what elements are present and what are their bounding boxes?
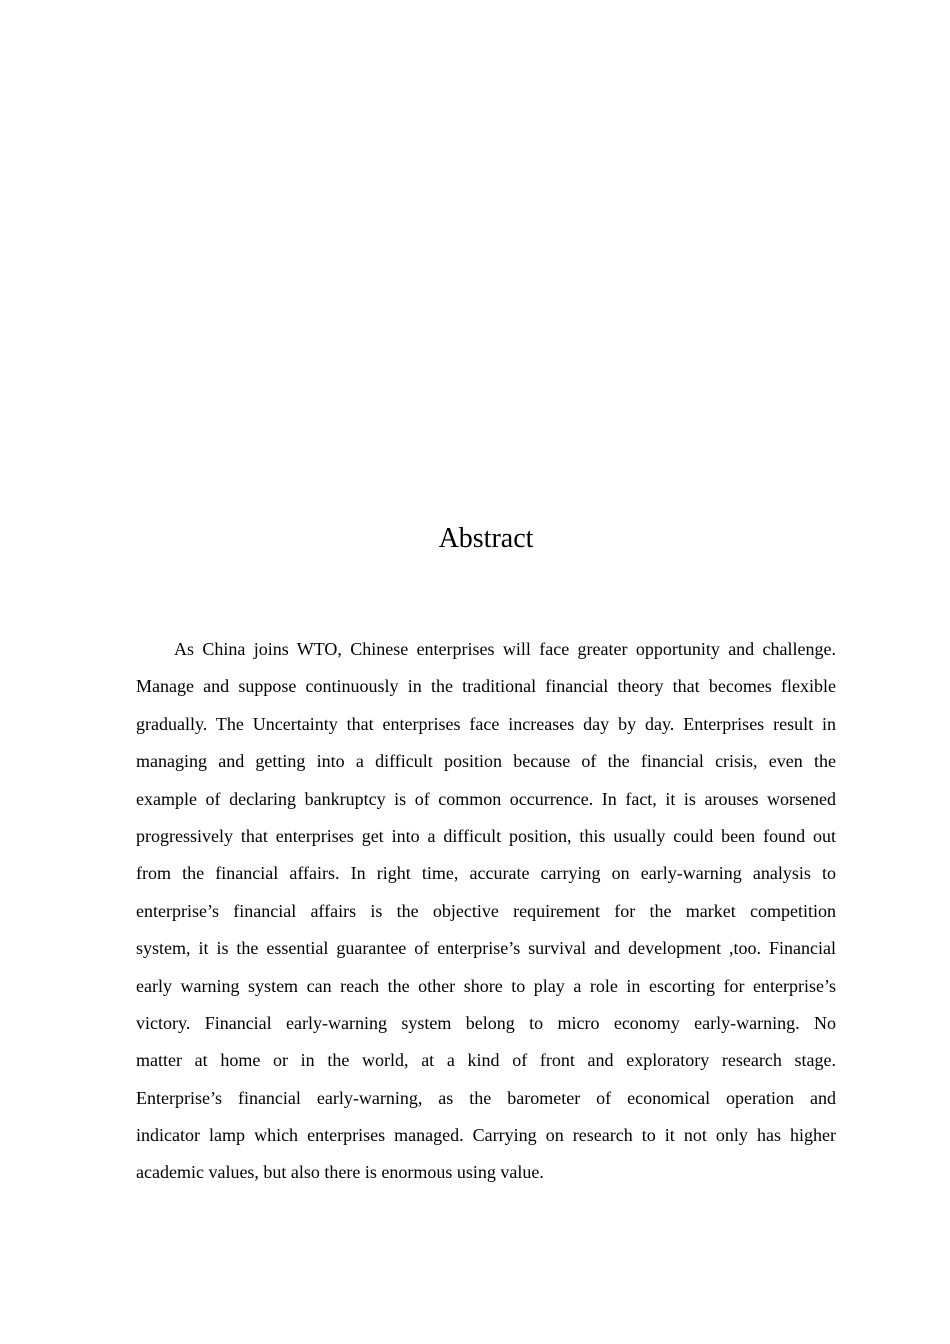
paragraph-line: early warning system can reach the other shore to play a role in escorting for enterprise’s xyxy=(136,975,836,996)
paragraph-line: indicator lamp which enterprises managed. Carrying on research to it not only has higher xyxy=(136,1125,836,1146)
paragraph-line: from the financial affairs. In right time, accurate carrying on early-warning analysis to xyxy=(136,863,836,884)
paragraph-line: managing and getting into a difficult position because of the financial crisis, even the xyxy=(136,751,836,772)
abstract-title: Abstract xyxy=(438,523,534,554)
abstract-paragraph xyxy=(136,631,836,1192)
paragraph-line: Manage and suppose continuously in the traditional financial theory that becomes flexible xyxy=(136,676,836,697)
paragraph-line: Enterprise’s financial early-warning, as the barometer of economical operation and xyxy=(136,1087,836,1108)
paragraph-line: matter at home or in the world, at a kind of front and exploratory research stage. xyxy=(136,1050,836,1071)
paragraph-line: victory. Financial early-warning system belong to micro economy early-warning. No xyxy=(136,1012,836,1033)
paragraph-line: academic values, but also there is enormous using value. xyxy=(136,1162,544,1183)
paragraph-line: example of declaring bankruptcy is of common occurrence. In fact, it is arouses worsened xyxy=(136,788,836,809)
paragraph-line: progressively that enterprises get into a difficult position, this usually could been found out xyxy=(136,825,836,846)
paragraph-line: As China joins WTO, Chinese enterprises will face greater opportunity and challenge. xyxy=(174,639,836,659)
paragraph-line: enterprise’s financial affairs is the objective requirement for the market competition xyxy=(136,900,836,921)
paragraph-line: gradually. The Uncertainty that enterprises face increases day by day. Enterprises result in xyxy=(136,713,836,734)
paragraph-line: system, it is the essential guarantee of enterprise’s survival and development ,too. Financial xyxy=(136,938,836,959)
